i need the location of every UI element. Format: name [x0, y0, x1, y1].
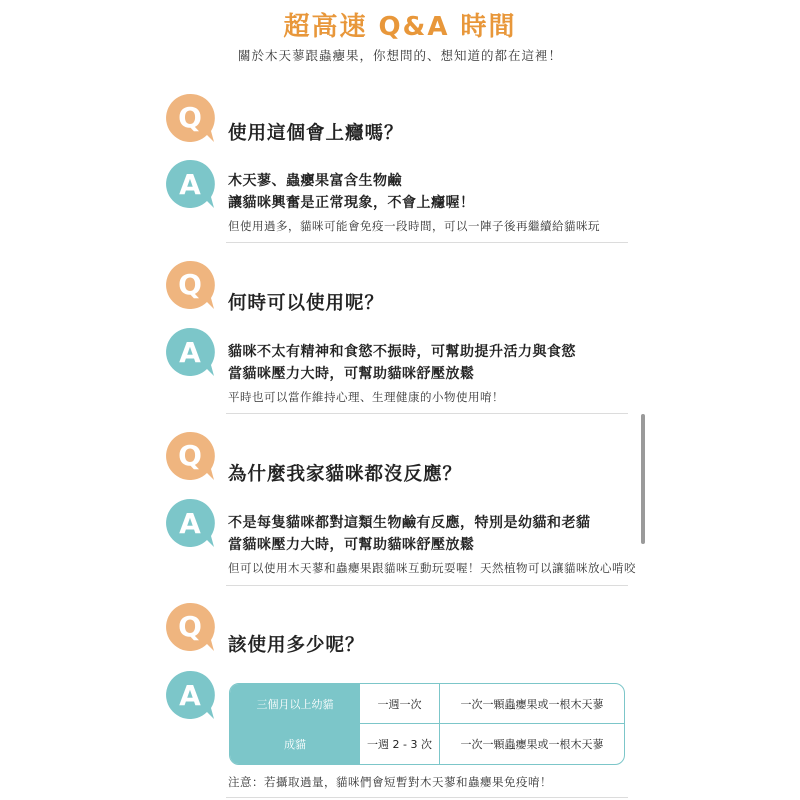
svg-text:A: A [179, 336, 201, 369]
answer-3-line-1: 不是每隻貓咪都對這類生物鹼有反應，特別是幼貓和老貓 [228, 515, 591, 531]
svg-text:Q: Q [178, 610, 202, 643]
table-cell-label: 成貓 [230, 724, 360, 764]
table-cell-label: 三個月以上幼貓 [230, 684, 360, 723]
question-3: 為什麼我家貓咪都沒反應？ [228, 460, 462, 486]
svg-text:Q: Q [178, 268, 202, 301]
answer-3 [228, 512, 591, 556]
answer-1-note: 但使用過多，貓咪可能會免疫一段時間，可以一陣子後再繼續給貓咪玩 [228, 219, 600, 233]
svg-text:A: A [179, 679, 201, 712]
q-badge-icon [163, 258, 217, 312]
question-1: 使用這個會上癮嗎？ [228, 119, 404, 145]
q-badge-icon [163, 91, 217, 145]
page-title: 超高速 Q&A 時間 [283, 12, 517, 42]
table-row [230, 724, 624, 764]
divider [226, 413, 628, 414]
answer-1-line-1: 木天蓼、蟲癭果富含生物鹼 [228, 173, 402, 189]
divider [226, 242, 628, 243]
table-row [230, 684, 624, 724]
svg-text:Q: Q [178, 101, 202, 134]
a-badge-icon [163, 496, 217, 550]
table-cell-frequency: 一週一次 [360, 684, 440, 723]
divider [226, 797, 628, 798]
answer-1 [228, 170, 475, 214]
answer-2 [228, 341, 576, 385]
table-cell-amount: 一次一顆蟲癭果或一根木天蓼 [460, 697, 604, 711]
a-badge-icon [163, 157, 217, 211]
q-badge-icon [163, 600, 217, 654]
q-badge-icon [163, 429, 217, 483]
answer-2-note: 平時也可以當作維持心理、生理健康的小物使用唷！ [228, 390, 504, 404]
answer-4-note: 注意：若攝取過量，貓咪們會短暫對木天蓼和蟲癭果免疫唷！ [228, 775, 552, 789]
table-cell-frequency: 一週 2 - 3 次 [360, 724, 440, 764]
answer-3-note: 但可以使用木天蓼和蟲癭果跟貓咪互動玩耍喔！天然植物可以讓貓咪放心啃咬 [228, 561, 636, 575]
question-2: 何時可以使用呢？ [228, 289, 384, 315]
question-4: 該使用多少呢？ [228, 631, 365, 657]
answer-2-line-1: 貓咪不太有精神和食慾不振時，可幫助提升活力與食慾 [228, 344, 576, 360]
answer-1-line-2: 讓貓咪興奮是正常現象，不會上癮喔！ [228, 195, 475, 211]
scrollbar[interactable] [641, 414, 645, 544]
page-subtitle: 關於木天蓼跟蟲癭果，你想問的、想知道的都在這裡！ [237, 48, 562, 63]
a-badge-icon [163, 325, 217, 379]
svg-text:A: A [179, 507, 201, 540]
a-badge-icon [163, 668, 217, 722]
divider [226, 585, 628, 586]
answer-3-line-2: 當貓咪壓力大時，可幫助貓咪舒壓放鬆 [228, 537, 475, 553]
table-cell-amount: 一次一顆蟲癭果或一根木天蓼 [460, 738, 604, 751]
svg-text:Q: Q [178, 439, 202, 472]
answer-2-line-2: 當貓咪壓力大時，可幫助貓咪舒壓放鬆 [228, 366, 475, 382]
usage-table [229, 683, 625, 765]
svg-text:A: A [179, 168, 201, 201]
